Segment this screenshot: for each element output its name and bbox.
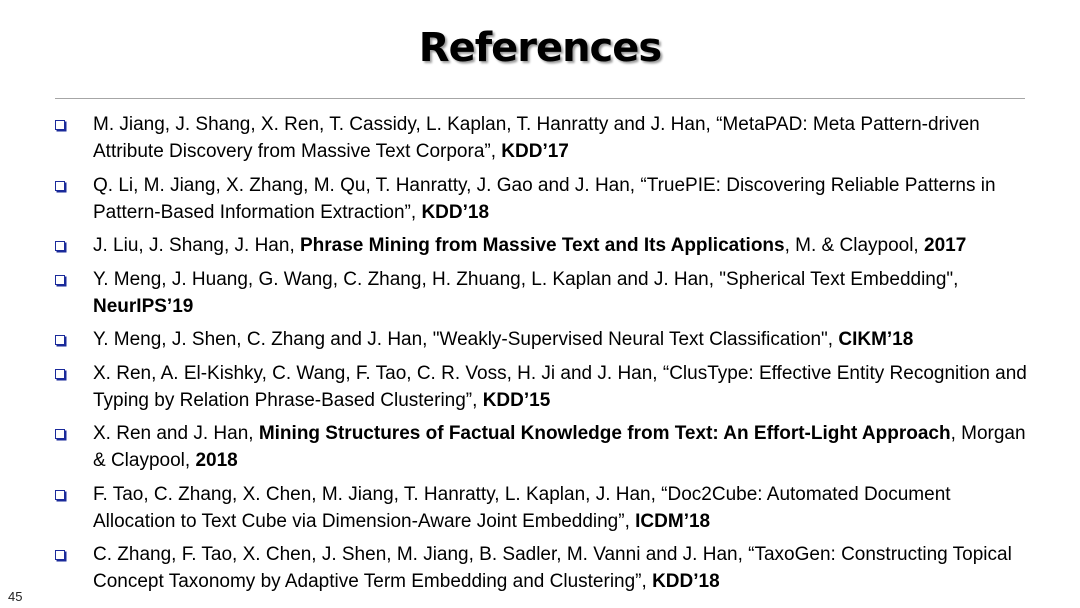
reference-text: Y. Meng, J. Shen, C. Zhang and J. Han, "Weakly-Supervised Neural Text Classification", — [93, 329, 839, 350]
reference-text: M. Jiang, J. Shang, X. Ren, T. Cassidy, L. Kaplan, T. Hanratty and J. Han, “MetaPAD: Meta Pattern-driven Attribute Discovery from Massive Text Corpora”, — [93, 114, 980, 162]
reference-book-title: Phrase Mining from Massive Text and Its Applications — [300, 235, 785, 256]
reference-venue: ICDM’18 — [635, 510, 711, 532]
reference-text: C. Zhang, F. Tao, X. Chen, J. Shen, M. Jiang, B. Sadler, M. Vanni and J. Han, “TaxoGen: Constructing Topical Concept Taxonomy by Adaptive Term Embedding and Clustering”, — [93, 544, 1012, 592]
reference-text: X. Ren and J. Han, — [93, 423, 259, 444]
reference-venue: KDD’17 — [501, 141, 569, 162]
reference-text: Q. Li, M. Jiang, X. Zhang, M. Qu, T. Hanratty, J. Gao and J. Han, “TruePIE: Discovering Reliable Patterns in Pattern-Based Information Extraction”, — [93, 174, 996, 223]
reference-venue: KDD’18 — [421, 201, 490, 223]
title-divider — [55, 98, 1025, 99]
reference-text: F. Tao, C. Zhang, X. Chen, M. Jiang, T. Hanratty, L. Kaplan, J. Han, “Doc2Cube: Automated Document Allocation to Text Cube via Dimension-Aware Joint Embedding”, — [93, 483, 951, 532]
reference-year: 2017 — [924, 235, 967, 256]
square-bullet-icon — [55, 369, 65, 379]
reference-text: Y. Meng, J. Huang, G. Wang, C. Zhang, H. Zhuang, L. Kaplan and J. Han, "Spherical Text Embedding", — [93, 268, 959, 290]
square-bullet-icon — [55, 335, 65, 345]
square-bullet-icon — [55, 429, 65, 439]
reference-year: 2018 — [195, 450, 238, 471]
reference-publisher: , M. & Claypool, — [784, 235, 924, 256]
reference-item — [55, 111, 1030, 165]
reference-item — [55, 172, 1030, 226]
reference-publisher: , Morgan & Claypool, — [93, 423, 1026, 471]
reference-book-title: Mining Structures of Factual Knowledge from Text: An Effort-Light Approach — [258, 423, 951, 444]
reference-venue: NeurIPS’19 — [93, 295, 194, 317]
reference-item — [55, 481, 1030, 535]
reference-item — [55, 326, 1030, 353]
square-bullet-icon — [55, 275, 65, 285]
reference-item — [55, 232, 1030, 259]
square-bullet-icon — [55, 181, 65, 191]
reference-text: J. Liu, J. Shang, J. Han, — [93, 235, 300, 256]
slide-title: References — [418, 25, 662, 71]
reference-item — [55, 420, 1030, 474]
square-bullet-icon — [55, 490, 65, 500]
page-number: 45 — [8, 589, 23, 604]
reference-venue: CIKM’18 — [838, 329, 914, 350]
square-bullet-icon — [55, 550, 65, 560]
reference-item — [55, 266, 1030, 320]
square-bullet-icon — [55, 120, 65, 130]
reference-text: X. Ren, A. El-Kishky, C. Wang, F. Tao, C. R. Voss, H. Ji and J. Han, “ClusType: Effective Entity Recognition and Typing by Relation Phrase-Based Clustering”, — [93, 362, 1027, 411]
reference-list — [55, 111, 1030, 602]
reference-item — [55, 360, 1030, 414]
reference-item — [55, 541, 1030, 595]
square-bullet-icon — [55, 241, 65, 251]
reference-venue: KDD’15 — [482, 389, 551, 411]
reference-venue: KDD’18 — [652, 571, 720, 592]
